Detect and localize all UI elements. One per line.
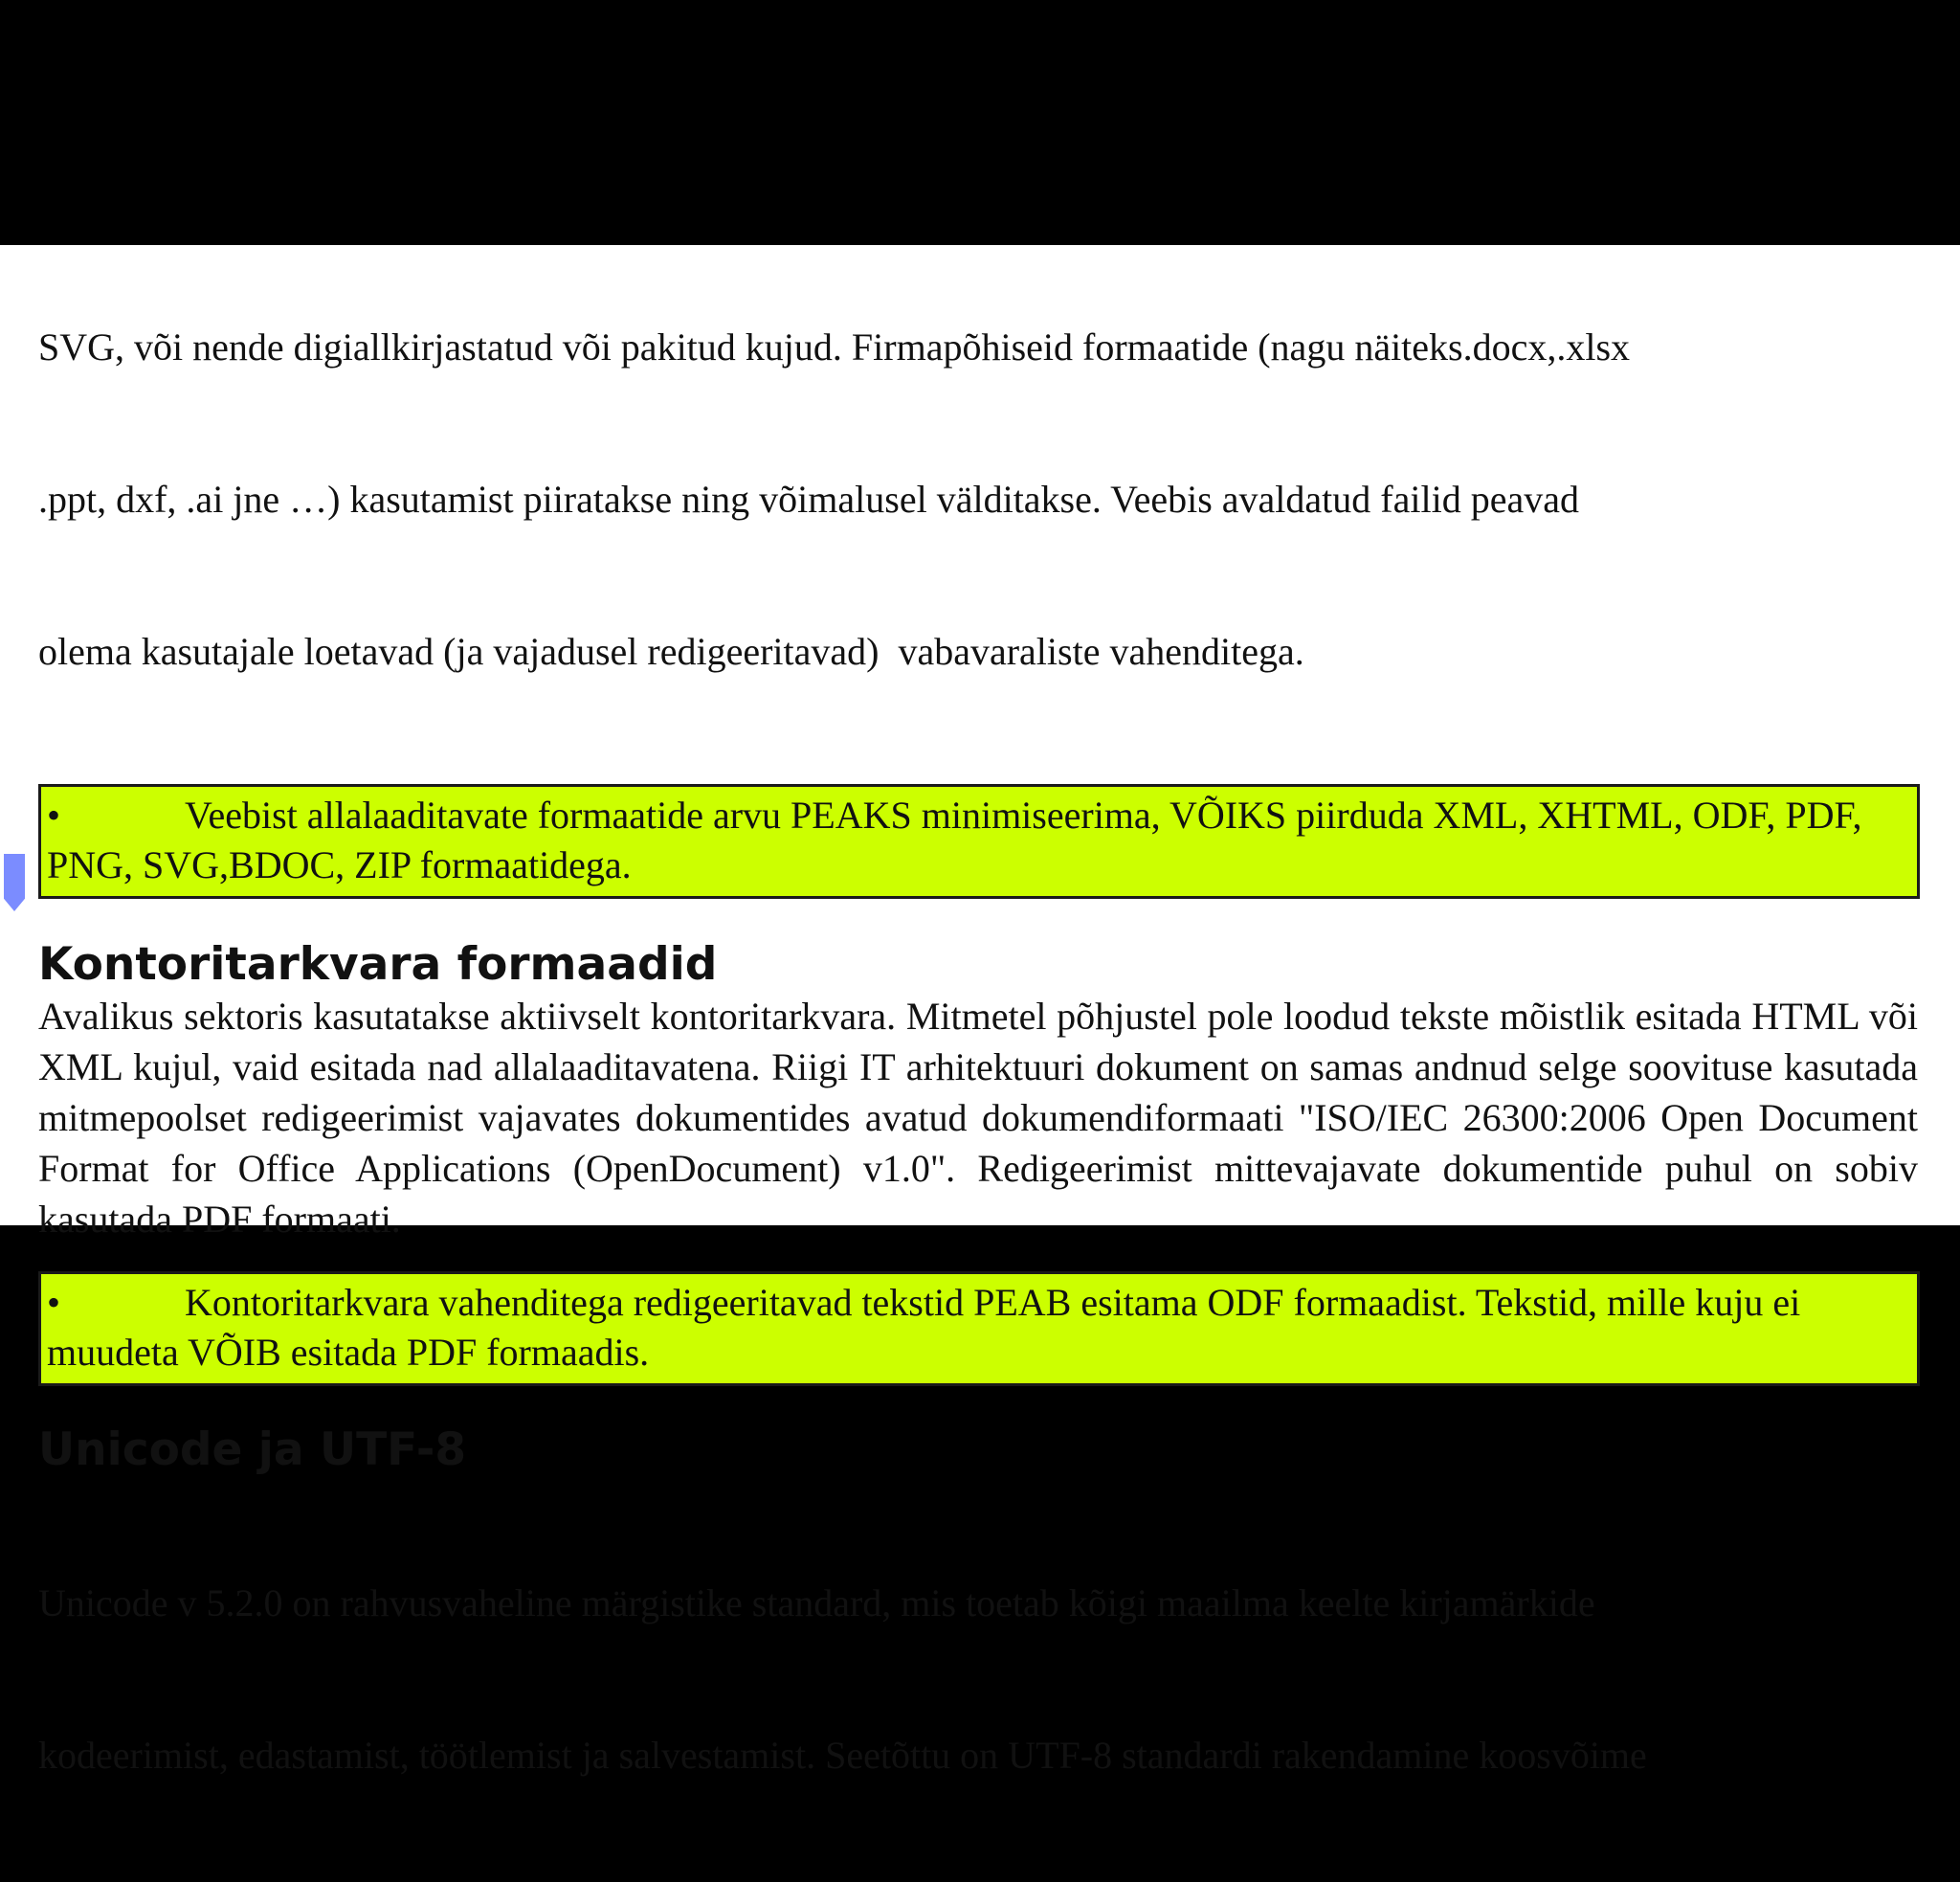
intro-line: .ppt, dxf, .ai jne …) kasutamist piiratakse ning võimalusel välditakse. Veebis avaldatud failid peavad <box>38 478 1579 521</box>
requirement-text: Kontoritarkvara vahenditega redigeeritavad tekstid PEAB esitama ODF formaadist. Tekstid, mille kuju ei muudeta VÕIB esitada PDF formaadis. <box>47 1281 1801 1374</box>
intro-line: SVG, või nende digiallkirjastatud või pakitud kujud. Firmapõhiseid formaatide (nagu näiteks.docx,.xlsx <box>38 325 1631 369</box>
intro-paragraph <box>38 220 1918 778</box>
requirement-text: Veebist allalaaditavate formaatide arvu PEAKS minimiseerima, VÕIKS piirduda XML, XHTML, ODF, PDF, PNG, SVG,BDOC, ZIP formaatidega. <box>47 794 1862 886</box>
unicode-line: kodeerimist, edastamist, töötlemist ja salvestamist. Seetõttu on UTF-8 standardi rakendamine koosvõime <box>38 1734 1647 1777</box>
bullet-marker: • <box>47 794 61 837</box>
office-formats-paragraph: Avalikus sektoris kasutatakse aktiivselt kontoritarkvara. Mitmetel põhjustel pole loodud tekste mõistlik esitada HTML või XML kujul, vaid esitada nad allalaaditavatena. Riigi IT arhitektuuri dokument on samas andnud selge soovituse kasutada mitmepoolset redigeerimist vajavates dokumentides avatud dokumendiformaati "ISO/IEC 26300:2006 Open Document Format for Office Applications (OpenDocument) v1.0". Redigeerimist mittevajavate dokumentide puhul on sobiv kasutada PDF formaati. <box>38 995 1918 1241</box>
requirement-box-odf <box>38 1271 1920 1386</box>
unicode-line: Unicode v 5.2.0 on rahvusvaheline märgistike standard, mis toetab kõigi maailma keelte kirjamärkide <box>38 1581 1595 1624</box>
revision-bookmark-icon[interactable] <box>4 854 25 911</box>
intro-line: olema kasutajale loetavad (ja vajadusel redigeeritavad) vabavaraliste vahenditega. <box>38 630 1304 673</box>
document-viewport[interactable] <box>0 245 1960 1777</box>
document-page <box>38 220 1918 1882</box>
section-heading-office-formats: Kontoritarkvara formaadid <box>38 938 718 991</box>
bullet-marker: • <box>47 1281 61 1324</box>
requirement-box-formats <box>38 784 1920 899</box>
unicode-paragraph <box>38 1476 1918 1882</box>
section-heading-unicode: Unicode ja UTF-8 <box>38 1423 467 1476</box>
